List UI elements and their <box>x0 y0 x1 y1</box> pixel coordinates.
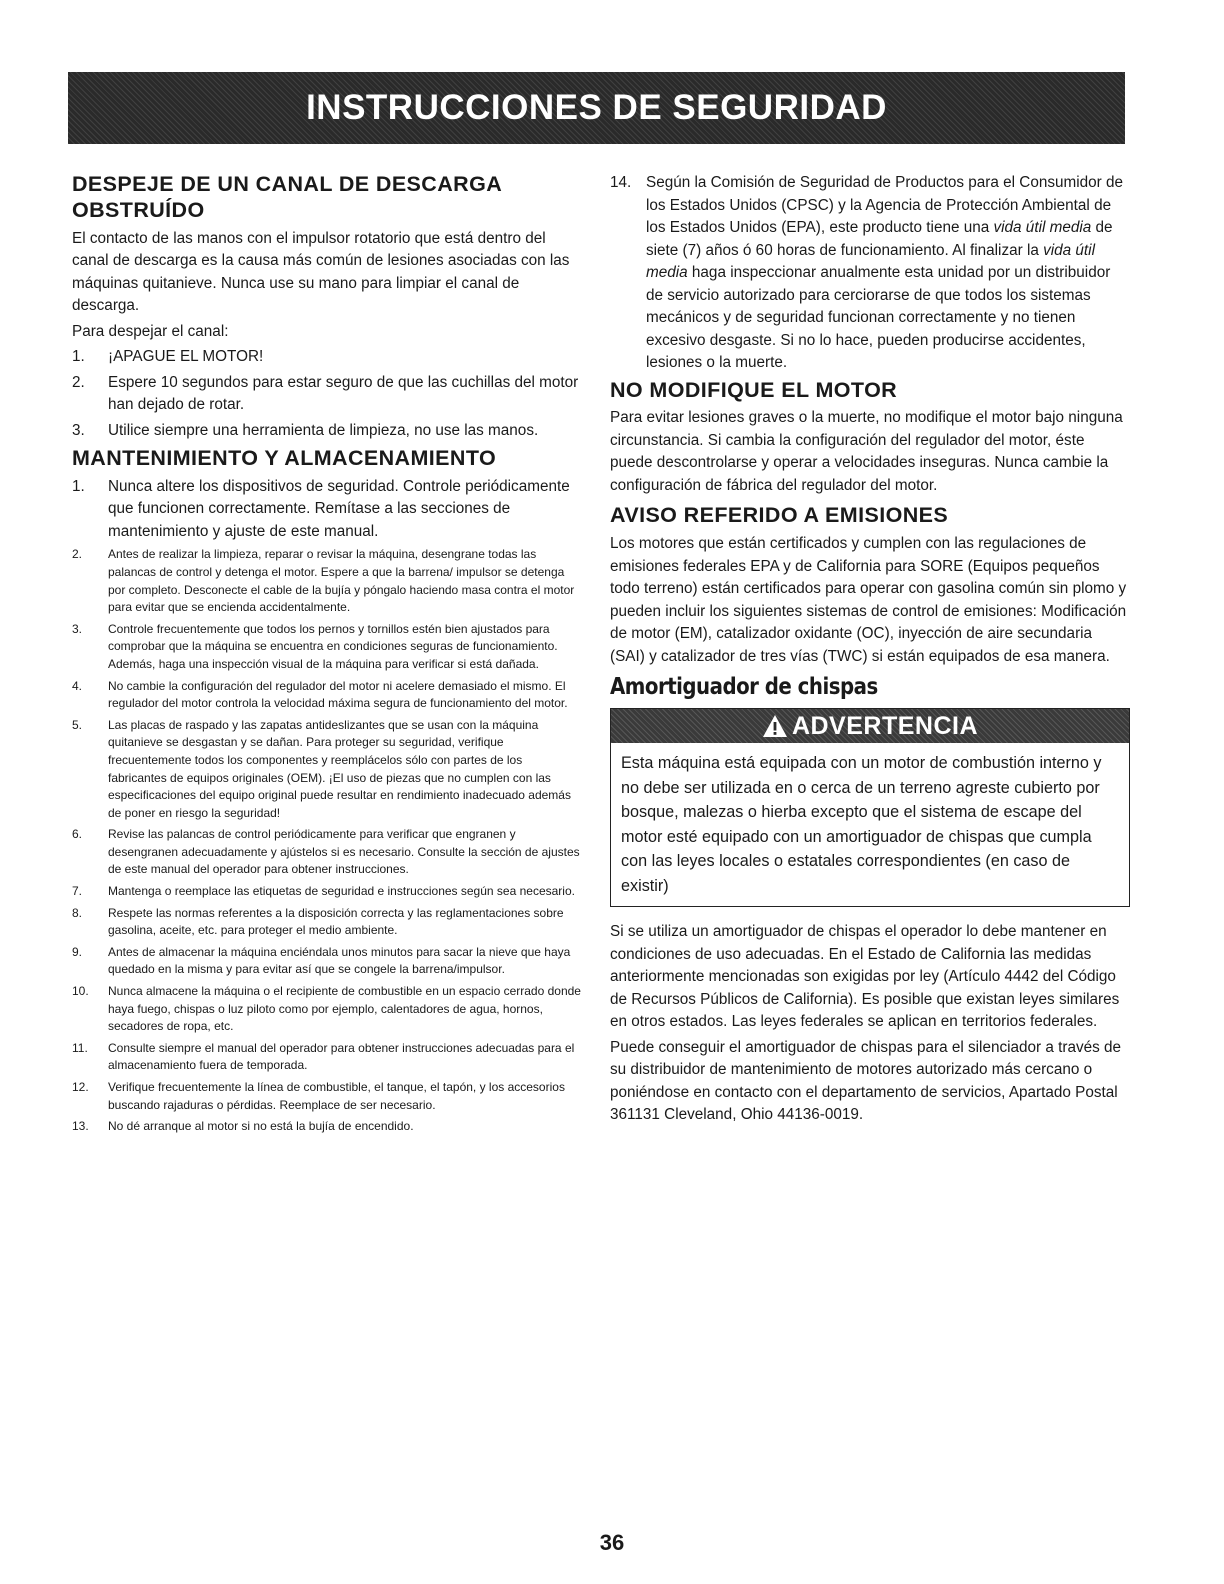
warning-label: ADVERTENCIA <box>791 711 979 740</box>
motor-paragraph: Para evitar lesiones graves o la muerte, no modifique el motor bajo ninguna circunstancia. Si cambia la configuración del regulador del motor, éste puede descontrolarse y operar a velocidades inseguras. Nunca cambie la configuración de fábrica del regulador del motor. <box>610 409 1123 494</box>
despeje-intro: Para despejar el canal: <box>72 322 229 340</box>
right-column <box>610 172 1130 1130</box>
list-item: 5. Las placas de raspado y las zapatas antideslizantes que se usan con la máquina quitanieve se desgastan y se dañan. Para proteger su seguridad, verifique frecuentemente todos los componentes y reemplácelos sólo con partes de los fabricantes de equipos originales (OEM). ¡El uso de piezas que no cumplen con las especificaciones del equipo original puede resultar en rendimiento inadecuado además de poner en riesgo la seguridad! <box>72 717 571 820</box>
list-item: 13. No dé arranque al motor si no está la bujía de encendido. <box>72 1119 414 1134</box>
warning-text: Esta máquina está equipada con un motor de combustión interno y no debe ser utilizada en o cerca de un terreno agreste cubierto por bosque, malezas o hierba excepto que el sistema de escape del motor esté equipado con un amortiguador de chispas que cumpla con las leyes locales o estatales correspondientes (en caso de existir) <box>621 754 1102 895</box>
list-item: 6. Revise las palancas de control periódicamente para verificar que engranen y desengranen adecuadamente y ajústelos si es necesario. Consulte la sección de ajustes de este manual del operador para obtener instrucciones. <box>72 827 580 877</box>
list-item: 4. No cambie la configuración del regulador del motor ni acelere demasiado el mismo. El regulador del motor controla la velocidad máxima segura de funcionamiento del motor. <box>72 678 568 711</box>
list-item: 3. Utilice siempre una herramienta de limpieza, no use las manos. <box>72 421 539 439</box>
item-14-list <box>610 172 1130 375</box>
section-heading-despeje: DESPEJE DE UN CANAL DE DESCARGA OBSTRUÍDO <box>72 172 502 222</box>
item-14-text: Según la Comisión de Seguridad de Productos para el Consumidor de los Estados Unidos (CPSC) y la Agencia de Protección Ambiental de los Estados Unidos (EPA), este producto tiene una vida útil media de siete (7) años ó 60 horas de funcionamiento. Al finalizar la vida útil media haga inspeccionar anualmente esta unidad por un distribuidor de servicio autorizado para cerciorarse de que todos los sistemas mecánicos y de seguridad funcionan correctamente y no tienen excesivo desgaste. Si no lo hace, pueden producirse accidentes, lesiones o la muerte. <box>646 174 1124 371</box>
list-item: 3. Controle frecuentemente que todos los pernos y tornillos estén bien ajustados para comprobar que la máquina se encuentra en condiciones seguras de funcionamiento. Además, haga una inspección visual de la máquina para verificar si está dañada. <box>72 621 558 671</box>
despeje-paragraph: El contacto de las manos con el impulsor rotatorio que está dentro del canal de descarga es la causa más común de lesiones asociadas con las máquinas quitanieve. Nunca use su mano para limpiar el canal de descarga. <box>72 229 570 315</box>
list-item: 1. ¡APAGUE EL MOTOR! <box>72 348 264 366</box>
warning-box <box>610 708 1130 907</box>
list-item: 8. Respete las normas referentes a la disposición correcta y las reglamentaciones sobre gasolina, aceite, etc. para proteger el medio ambiente. <box>72 905 564 938</box>
section-heading-chispas: Amortiguador de chispas <box>610 674 878 701</box>
left-column <box>72 172 584 1140</box>
list-item: 10. Nunca almacene la máquina o el recipiente de combustible en un espacio cerrado donde haya fuego, chispas o luz piloto como por ejemplo, calentadores de agua, hornos, secadores de ropa, etc. <box>72 984 581 1034</box>
warning-header <box>611 709 1129 743</box>
list-item: 11. Consulte siempre el manual del operador para obtener instrucciones adecuadas para el almacenamiento fuera de temporada. <box>72 1040 575 1073</box>
page-title: INSTRUCCIONES DE SEGURIDAD <box>306 88 887 127</box>
list-item: 2. Antes de realizar la limpieza, reparar o revisar la máquina, desengrane todas las palancas de control y detenga el motor. Espere a que la barrena/ impulsor se detenga por completo. Desconecte el cable de la bujía y póngalo haciendo masa contra el motor para evitar que se encienda accidentalmente. <box>72 547 575 615</box>
page-number: 36 <box>599 1530 625 1555</box>
despeje-steps-list <box>72 346 584 442</box>
mantenimiento-list <box>72 546 584 1135</box>
section-heading-motor: NO MODIFIQUE EL MOTOR <box>610 377 898 402</box>
list-item: 9. Antes de almacenar la máquina enciéndala unos minutos para sacar la nieve que haya quedado en la misma y para evitar así que se congele la barrena/impulsor. <box>72 944 571 977</box>
list-item: 12. Verifique frecuentemente la línea de combustible, el tanque, el tapón, y los accesorios buscando rajaduras o pérdidas. Reemplace de ser necesario. <box>72 1080 565 1112</box>
list-item: 7. Mantenga o reemplace las etiquetas de seguridad e instrucciones según sea necesario. <box>72 884 575 899</box>
warning-triangle-icon <box>762 714 788 738</box>
mantenimiento-first-item <box>72 476 584 544</box>
chispas-paragraph-2: Puede conseguir el amortiguador de chispas para el silenciador a través de su distribuidor de mantenimiento de motores autorizado más cercano o poniéndose en contacto con el departamento de servicios, Apartado Postal 361131 Cleveland, Ohio 44136-0019. <box>610 1038 1122 1124</box>
list-item: 2. Espere 10 segundos para estar seguro de que las cuchillas del motor han dejado de rotar. <box>72 373 579 414</box>
list-item: 14. Según la Comisión de Seguridad de Productos para el Consumidor de los Estados Unidos (CPSC) y la Agencia de Protección Ambiental de los Estados Unidos (EPA), este producto tiene una vida útil media de siete (7) años ó 60 horas de funcionamiento. Al finalizar la vida útil media haga inspeccionar anualmente esta unidad por un distribuidor de servicio autorizado para cerciorarse de que todos los sistemas mecánicos y de seguridad funcionan correctamente y no tienen excesivo desgaste. Si no lo hace, pueden producirse accidentes, lesiones o la muerte. <box>610 172 1130 375</box>
emisiones-paragraph: Los motores que están certificados y cumplen con las regulaciones de emisiones federales EPA y de California para SORE (Equipos pequeños todo terreno) están certificados para operar con gasolina común sin plomo y pueden incluir los siguientes sistemas de control de emisiones: Modificación de motor (EM), catalizador oxidante (OC), inyección de aire secundaria (SAI) y catalizador de tres vías (TWC) si están equipados de esa manera. <box>610 535 1127 665</box>
chispas-paragraph-1: Si se utiliza un amortiguador de chispas el operador lo debe mantener en condiciones de uso adecuadas. En el Estado de California las medidas anteriormente mencionadas son exigidas por ley (Artículo 4442 del Código de Recursos Públicos de California). Es posible que existan leyes similares en otros estados. Las leyes federales se aplican en territorios federales. <box>610 923 1120 1031</box>
section-heading-mantenimiento: MANTENIMIENTO Y ALMACENAMIENTO <box>72 446 497 471</box>
page-header-banner <box>68 72 1125 144</box>
section-heading-emisiones: AVISO REFERIDO A EMISIONES <box>610 503 949 528</box>
list-item: 1. Nunca altere los dispositivos de seguridad. Controle periódicamente que funcionen correctamente. Remítase a las secciones de mantenimiento y ajuste de este manual. <box>72 477 570 540</box>
